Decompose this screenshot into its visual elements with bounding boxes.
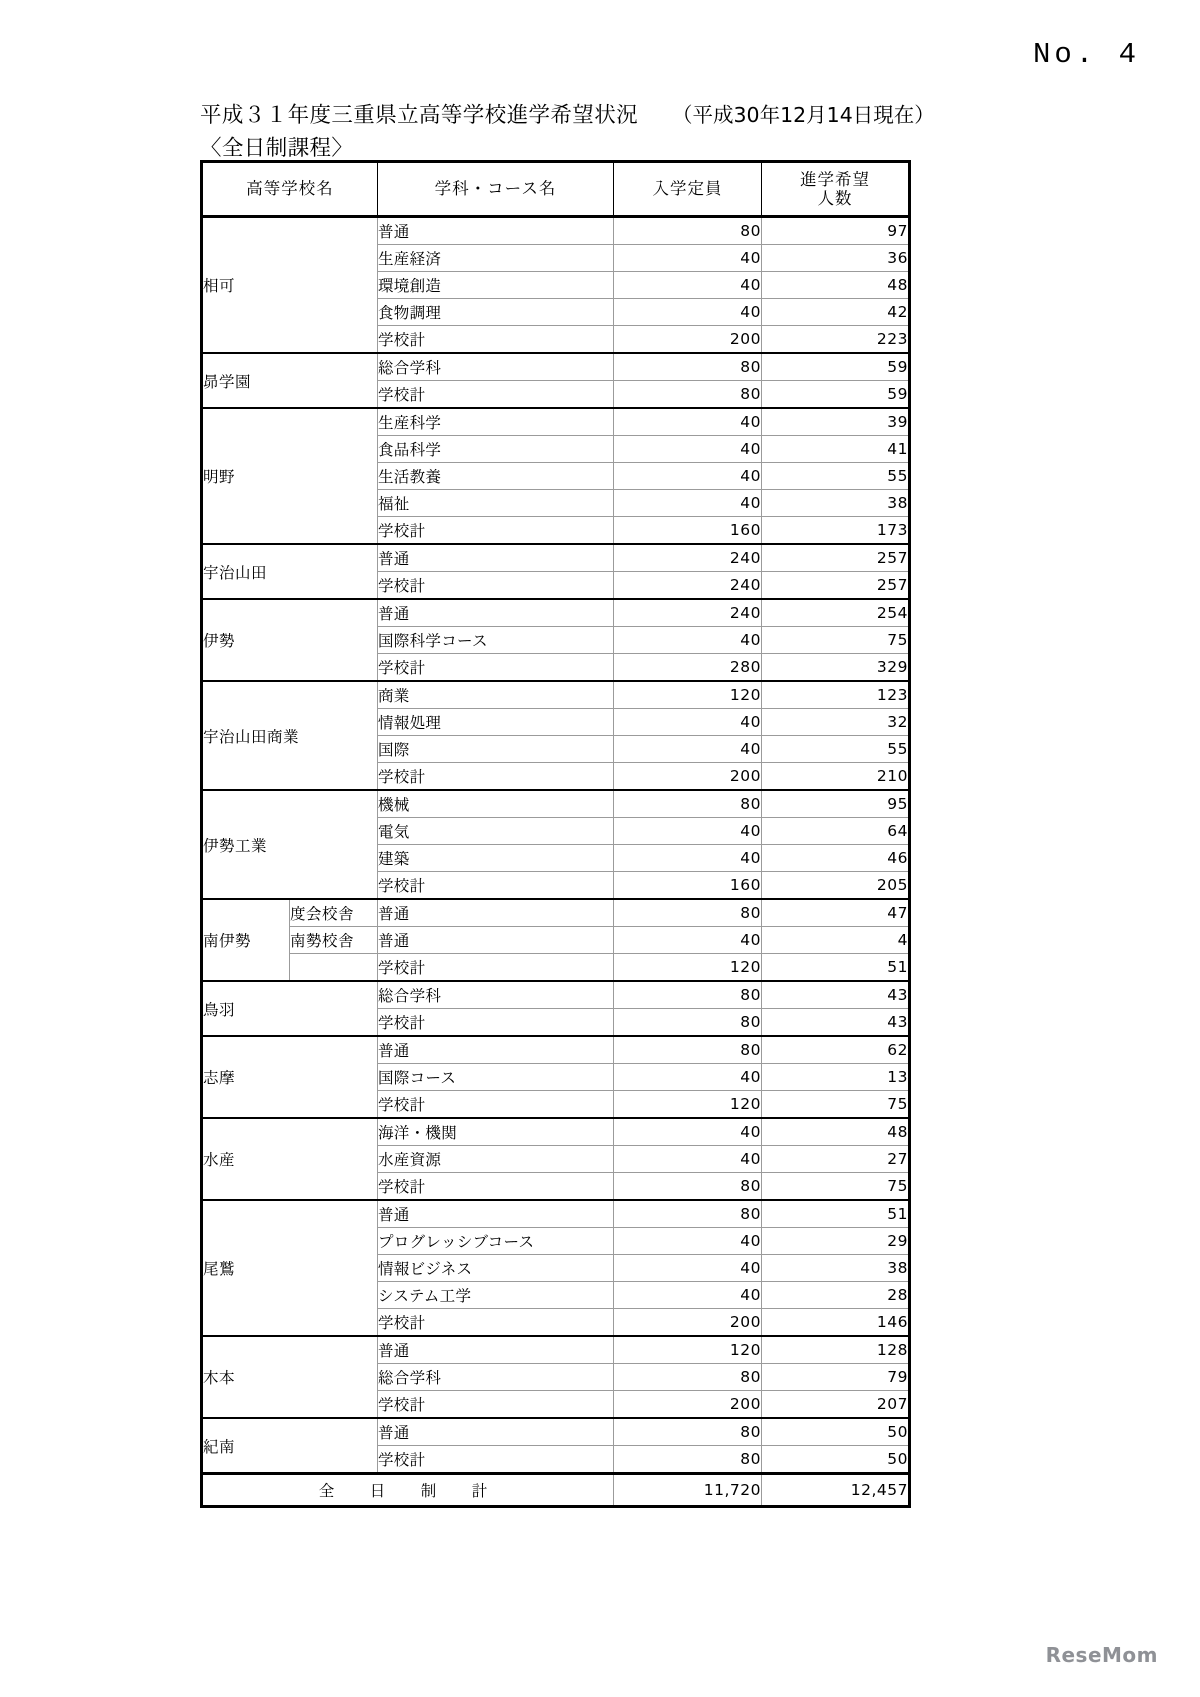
course-name-cell: 国際 <box>378 736 614 763</box>
applicants-cell: 4 <box>762 927 910 954</box>
school-total-label-cell: 学校計 <box>378 1091 614 1119</box>
applicants-cell: 210 <box>762 763 910 791</box>
applicants-cell: 207 <box>762 1391 910 1419</box>
admission-quota-cell: 40 <box>614 1282 762 1309</box>
admission-quota-cell: 80 <box>614 1036 762 1064</box>
admission-quota-cell: 120 <box>614 1336 762 1364</box>
admission-quota-cell: 240 <box>614 572 762 600</box>
admission-quota-cell: 40 <box>614 736 762 763</box>
school-total-label-cell: 学校計 <box>378 763 614 791</box>
table-row <box>202 1418 910 1446</box>
admission-quota-cell: 40 <box>614 709 762 736</box>
school-name-cell: 宇治山田 <box>202 544 378 599</box>
applicants-cell: 146 <box>762 1309 910 1337</box>
applicants-cell: 43 <box>762 981 910 1009</box>
applicants-cell: 75 <box>762 1091 910 1119</box>
table-row <box>202 408 910 436</box>
admission-quota-cell: 80 <box>614 1446 762 1474</box>
admission-quota-cell: 200 <box>614 763 762 791</box>
course-name-cell: 情報ビジネス <box>378 1255 614 1282</box>
applicants-cell: 329 <box>762 654 910 682</box>
admission-quota-cell: 200 <box>614 1309 762 1337</box>
grand-total-quota: 11,720 <box>614 1474 762 1507</box>
admission-quota-cell: 200 <box>614 326 762 354</box>
grand-total-applicants: 12,457 <box>762 1474 910 1507</box>
course-name-cell: 生産経済 <box>378 245 614 272</box>
admission-quota-cell: 80 <box>614 899 762 927</box>
title-block <box>200 100 960 164</box>
resemom-watermark: ReseMom <box>1045 1643 1158 1667</box>
applicants-cell: 223 <box>762 326 910 354</box>
applicants-cell: 39 <box>762 408 910 436</box>
applicants-cell: 47 <box>762 899 910 927</box>
applicants-cell: 254 <box>762 599 910 627</box>
school-total-label-cell: 学校計 <box>378 1009 614 1037</box>
admission-quota-cell: 40 <box>614 436 762 463</box>
applicants-cell: 13 <box>762 1064 910 1091</box>
admission-quota-cell: 40 <box>614 1255 762 1282</box>
applicants-cell: 27 <box>762 1146 910 1173</box>
school-name-cell: 相可 <box>202 217 378 354</box>
course-name-cell: 普通 <box>378 544 614 572</box>
admission-quota-cell: 40 <box>614 927 762 954</box>
school-name-cell: 明野 <box>202 408 378 544</box>
applicants-cell: 75 <box>762 627 910 654</box>
course-name-cell: 海洋・機関 <box>378 1118 614 1146</box>
header-school-name: 高等学校名 <box>202 162 378 217</box>
admission-quota-cell: 40 <box>614 463 762 490</box>
applicants-cell: 50 <box>762 1446 910 1474</box>
table-row <box>202 217 910 245</box>
document-title <box>200 100 960 131</box>
admission-quota-cell: 80 <box>614 1200 762 1228</box>
admission-quota-cell: 80 <box>614 381 762 409</box>
school-name-cell: 志摩 <box>202 1036 378 1118</box>
admission-quota-cell: 80 <box>614 1173 762 1201</box>
applicants-cell: 48 <box>762 272 910 299</box>
applicants-cell: 173 <box>762 517 910 545</box>
course-name-cell: 普通 <box>378 1336 614 1364</box>
school-total-label-cell: 学校計 <box>378 1173 614 1201</box>
applicants-cell: 97 <box>762 217 910 245</box>
school-total-label-cell: 学校計 <box>378 872 614 900</box>
admission-quota-cell: 80 <box>614 790 762 818</box>
admission-quota-cell: 160 <box>614 872 762 900</box>
course-name-cell: 食物調理 <box>378 299 614 326</box>
admission-quota-cell: 80 <box>614 981 762 1009</box>
admission-quota-cell: 40 <box>614 1118 762 1146</box>
admission-quota-cell: 40 <box>614 408 762 436</box>
applicants-cell: 123 <box>762 681 910 709</box>
school-name-cell: 伊勢 <box>202 599 378 681</box>
table-row <box>202 599 910 627</box>
table-row <box>202 681 910 709</box>
grand-total-row <box>202 1474 910 1507</box>
admission-quota-cell: 40 <box>614 299 762 326</box>
applicants-cell: 257 <box>762 572 910 600</box>
admission-quota-cell: 280 <box>614 654 762 682</box>
table-row <box>202 544 910 572</box>
school-name-cell: 南伊勢 <box>202 899 290 981</box>
admission-quota-cell: 160 <box>614 517 762 545</box>
campus-name-cell: 度会校舎 <box>290 899 378 927</box>
table-header <box>202 162 910 217</box>
applicants-cell: 38 <box>762 1255 910 1282</box>
admission-quota-cell: 40 <box>614 1064 762 1091</box>
admission-quota-cell: 40 <box>614 845 762 872</box>
school-total-label-cell: 学校計 <box>378 381 614 409</box>
applicants-cell: 55 <box>762 463 910 490</box>
enrollment-table <box>200 160 911 1508</box>
school-name-cell: 尾鷲 <box>202 1200 378 1336</box>
document-title-main: 平成３１年度三重県立高等学校進学希望状況 <box>200 103 639 128</box>
course-name-cell: 生活教養 <box>378 463 614 490</box>
school-total-label-cell: 学校計 <box>378 1391 614 1419</box>
course-name-cell: システム工学 <box>378 1282 614 1309</box>
document-subtitle: 〈全日制課程〉 <box>200 136 354 162</box>
course-name-cell: 普通 <box>378 1036 614 1064</box>
school-name-cell: 昴学園 <box>202 353 378 408</box>
table-row <box>202 981 910 1009</box>
applicants-cell: 36 <box>762 245 910 272</box>
admission-quota-cell: 120 <box>614 1091 762 1119</box>
school-name-cell: 紀南 <box>202 1418 378 1474</box>
applicants-cell: 64 <box>762 818 910 845</box>
admission-quota-cell: 80 <box>614 1418 762 1446</box>
admission-quota-cell: 120 <box>614 681 762 709</box>
table-row <box>202 954 910 982</box>
applicants-cell: 51 <box>762 954 910 982</box>
course-name-cell: 普通 <box>378 217 614 245</box>
admission-quota-cell: 40 <box>614 627 762 654</box>
applicants-cell: 59 <box>762 353 910 381</box>
campus-name-cell-empty <box>290 954 378 982</box>
course-name-cell: 機械 <box>378 790 614 818</box>
course-name-cell: 福祉 <box>378 490 614 517</box>
header-applicants-line1: 進学希望 <box>800 169 870 189</box>
admission-quota-cell: 40 <box>614 1228 762 1255</box>
table-row <box>202 899 910 927</box>
table-row <box>202 1036 910 1064</box>
school-name-cell: 伊勢工業 <box>202 790 378 899</box>
admission-quota-cell: 80 <box>614 1364 762 1391</box>
campus-name-cell: 南勢校舎 <box>290 927 378 954</box>
table-row <box>202 1336 910 1364</box>
admission-quota-cell: 40 <box>614 818 762 845</box>
school-total-label-cell: 学校計 <box>378 1309 614 1337</box>
admission-quota-cell: 40 <box>614 245 762 272</box>
course-name-cell: 総合学科 <box>378 1364 614 1391</box>
course-name-cell: 国際科学コース <box>378 627 614 654</box>
course-name-cell: 普通 <box>378 1418 614 1446</box>
applicants-cell: 95 <box>762 790 910 818</box>
table-row <box>202 790 910 818</box>
table-row <box>202 1118 910 1146</box>
applicants-cell: 62 <box>762 1036 910 1064</box>
course-name-cell: 水産資源 <box>378 1146 614 1173</box>
admission-quota-cell: 240 <box>614 599 762 627</box>
course-name-cell: 総合学科 <box>378 353 614 381</box>
course-name-cell: 国際コース <box>378 1064 614 1091</box>
course-name-cell: 普通 <box>378 927 614 954</box>
school-name-cell: 鳥羽 <box>202 981 378 1036</box>
course-name-cell: 商業 <box>378 681 614 709</box>
course-name-cell: 食品科学 <box>378 436 614 463</box>
table-row <box>202 1200 910 1228</box>
applicants-cell: 128 <box>762 1336 910 1364</box>
admission-quota-cell: 40 <box>614 490 762 517</box>
admission-quota-cell: 40 <box>614 1146 762 1173</box>
applicants-cell: 43 <box>762 1009 910 1037</box>
applicants-cell: 50 <box>762 1418 910 1446</box>
school-total-label-cell: 学校計 <box>378 517 614 545</box>
course-name-cell: 建築 <box>378 845 614 872</box>
course-name-cell: 普通 <box>378 599 614 627</box>
document-as-of-date: （平成30年12月14日現在） <box>672 103 935 127</box>
header-course-name: 学科・コース名 <box>378 162 614 217</box>
admission-quota-cell: 200 <box>614 1391 762 1419</box>
applicants-cell: 29 <box>762 1228 910 1255</box>
school-name-cell: 水産 <box>202 1118 378 1200</box>
applicants-cell: 48 <box>762 1118 910 1146</box>
header-applicants-line2: 人数 <box>817 189 853 208</box>
course-name-cell: 生産科学 <box>378 408 614 436</box>
admission-quota-cell: 120 <box>614 954 762 982</box>
school-total-label-cell: 学校計 <box>378 954 614 982</box>
table-row <box>202 927 910 954</box>
applicants-cell: 59 <box>762 381 910 409</box>
applicants-cell: 42 <box>762 299 910 326</box>
admission-quota-cell: 80 <box>614 1009 762 1037</box>
table-body <box>202 217 910 1507</box>
header-admission-quota: 入学定員 <box>614 162 762 217</box>
page-number: No. 4 <box>1032 38 1140 71</box>
course-name-cell: 総合学科 <box>378 981 614 1009</box>
grand-total-label: 全 日 制 計 <box>202 1474 614 1507</box>
course-name-cell: 情報処理 <box>378 709 614 736</box>
course-name-cell: 普通 <box>378 899 614 927</box>
header-applicants <box>762 162 910 217</box>
applicants-cell: 55 <box>762 736 910 763</box>
admission-quota-cell: 240 <box>614 544 762 572</box>
school-name-cell: 宇治山田商業 <box>202 681 378 790</box>
applicants-cell: 257 <box>762 544 910 572</box>
applicants-cell: 32 <box>762 709 910 736</box>
school-total-label-cell: 学校計 <box>378 1446 614 1474</box>
applicants-cell: 79 <box>762 1364 910 1391</box>
school-total-label-cell: 学校計 <box>378 654 614 682</box>
admission-quota-cell: 80 <box>614 353 762 381</box>
applicants-cell: 41 <box>762 436 910 463</box>
course-name-cell: 環境創造 <box>378 272 614 299</box>
school-total-label-cell: 学校計 <box>378 326 614 354</box>
admission-quota-cell: 40 <box>614 272 762 299</box>
applicants-cell: 38 <box>762 490 910 517</box>
admission-quota-cell: 80 <box>614 217 762 245</box>
course-name-cell: プログレッシブコース <box>378 1228 614 1255</box>
school-total-label-cell: 学校計 <box>378 572 614 600</box>
course-name-cell: 普通 <box>378 1200 614 1228</box>
applicants-cell: 46 <box>762 845 910 872</box>
table-row <box>202 353 910 381</box>
applicants-cell: 75 <box>762 1173 910 1201</box>
applicants-cell: 205 <box>762 872 910 900</box>
applicants-cell: 28 <box>762 1282 910 1309</box>
course-name-cell: 電気 <box>378 818 614 845</box>
applicants-cell: 51 <box>762 1200 910 1228</box>
school-name-cell: 木本 <box>202 1336 378 1418</box>
